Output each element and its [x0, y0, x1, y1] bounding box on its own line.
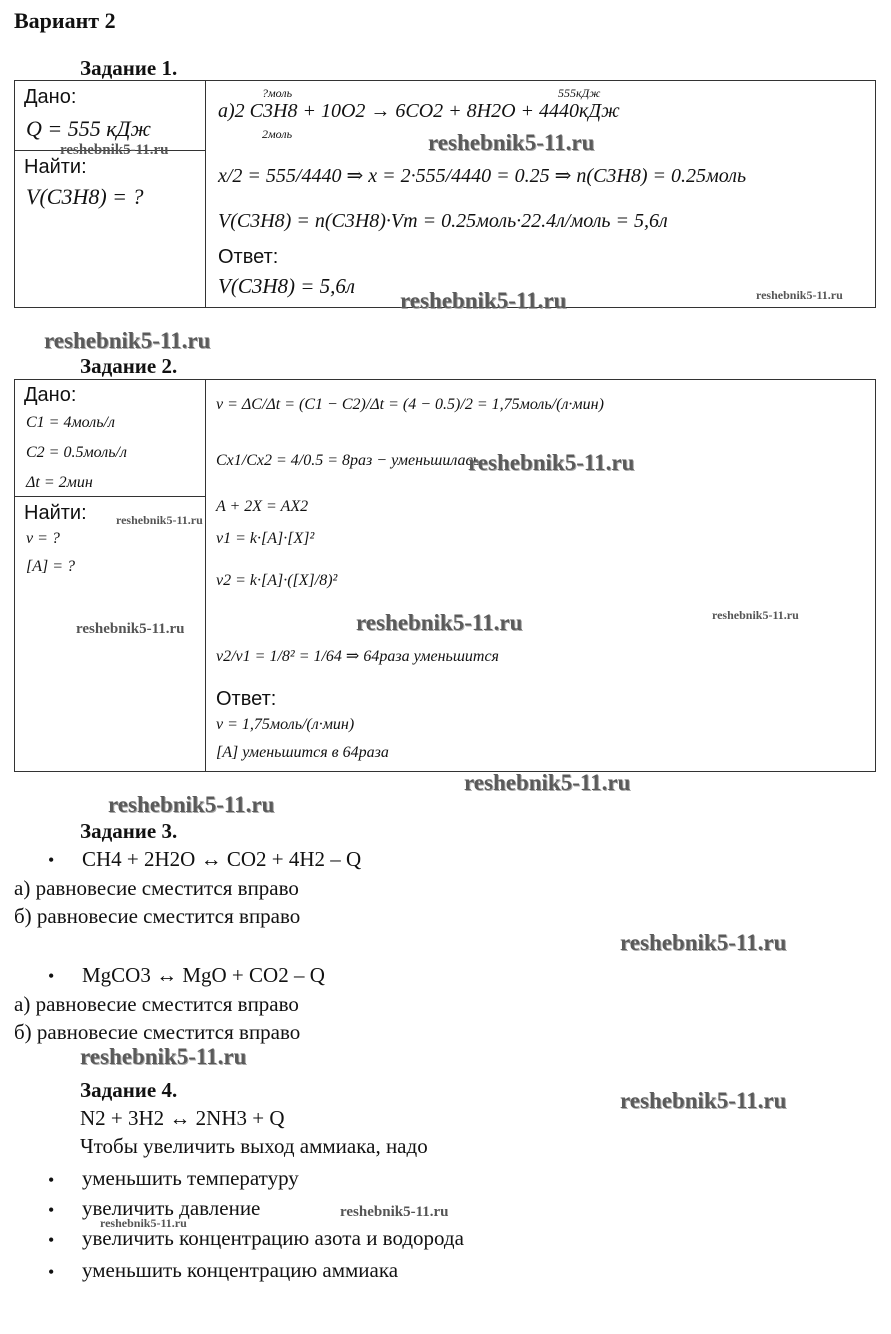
task1-heading: Задание 1.: [80, 56, 178, 80]
task3-heading: Задание 3.: [80, 819, 178, 843]
watermark: reshebnik5-11.ru: [712, 608, 799, 622]
task1-given-q-text: Q = 555 кДж: [26, 116, 151, 141]
watermark: reshebnik5-11.ru: [756, 288, 843, 302]
task2-line6: v2/v1 = 1/8² = 1/64 ⇒ 64раза уменьшится: [216, 648, 499, 665]
task4-item-4: уменьшить концентрацию аммиака: [82, 1258, 399, 1282]
task2-divider: [205, 379, 206, 772]
task2-find-v: v = ?: [26, 530, 60, 547]
task2-find-label: Найти:: [24, 502, 87, 524]
bullet-icon: •: [48, 966, 55, 986]
task4-item-1: уменьшить температуру: [82, 1166, 299, 1190]
task2-line3: A + 2X = AX2: [216, 498, 309, 515]
task1-ann-bottom-left: 2моль: [262, 127, 293, 141]
task2-given-c2: C2 = 0.5моль/л: [26, 444, 127, 461]
watermark: reshebnik5-11.ru: [76, 621, 185, 637]
task2-line2: Cx1/Cx2 = 4/0.5 = 8раз − уменьшилась: [216, 452, 480, 469]
task2-given-c1: C1 = 4моль/л: [26, 414, 115, 431]
watermark: reshebnik5-11.ru: [60, 142, 169, 158]
task4-heading: Задание 4.: [80, 1078, 178, 1102]
task4-eq: N2 + 3H2 ↔ 2NH3 + Q: [80, 1106, 285, 1130]
bullet-icon: •: [48, 1200, 55, 1220]
task1-equation: а)2 C3H8 + 10O2 → 6CO2 + 8H2O + 4440кДж: [218, 100, 620, 122]
task1-proportion: x/2 = 555/4440 ⇒ x = 2·555/4440 = 0.25 ⇒ n(C3H8) = 0.25моль: [218, 165, 747, 187]
watermark: reshebnik5-11.ru: [356, 610, 523, 635]
task3-a1: а) равновесие сместится вправо: [14, 876, 299, 900]
watermark: reshebnik5-11.ru: [428, 130, 595, 155]
task3-b1: б) равновесие сместится вправо: [14, 904, 301, 928]
bullet-icon: •: [48, 1170, 55, 1190]
watermark: reshebnik5-11.ru: [116, 513, 203, 527]
task1-answer: V(C3H8) = 5,6л: [218, 274, 356, 298]
task1-find-label: Найти:: [24, 156, 87, 178]
task2-line1: v = ΔC/Δt = (C1 − C2)/Δt = (4 − 0.5)/2 = 1,75моль/(л·мин): [216, 396, 604, 413]
task2-given-divider: [14, 496, 205, 497]
task2-answer1: v = 1,75моль/(л·мин): [216, 716, 355, 733]
bullet-icon: •: [48, 1262, 55, 1282]
watermark: reshebnik5-11.ru: [44, 328, 211, 353]
task3-a2: а) равновесие сместится вправо: [14, 992, 299, 1016]
task1-ann-top-left: ?моль: [262, 86, 293, 100]
task2-line5: v2 = k·[A]·([X]/8)²: [216, 572, 338, 589]
watermark: reshebnik5-11.ru: [468, 450, 635, 475]
task4-intro: Чтобы увеличить выход аммиака, надо: [80, 1134, 428, 1158]
bullet-icon: •: [48, 850, 55, 870]
watermark: reshebnik5-11.ru: [80, 1044, 247, 1069]
watermark: reshebnik5-11.ru: [464, 770, 631, 795]
task1-given-q: [26, 116, 151, 142]
watermark: reshebnik5-11.ru: [620, 930, 787, 955]
task2-table: [14, 379, 876, 772]
task2-find-a: [A] = ?: [26, 558, 76, 575]
page-title: Вариант 2: [14, 8, 116, 33]
task2-heading: Задание 2.: [80, 354, 178, 378]
task1-volume: V(C3H8) = n(C3H8)·Vm = 0.25моль·22.4л/моль = 5,6л: [218, 210, 668, 232]
watermark: reshebnik5-11.ru: [400, 288, 567, 313]
bullet-icon: •: [48, 1230, 55, 1250]
task1-divider: [205, 80, 206, 308]
task3-eq1: CH4 + 2H2O ↔ CO2 + 4H2 – Q: [82, 847, 362, 871]
task1-given-label: Дано:: [24, 86, 77, 108]
task4-item-3: увеличить концентрацию азота и водорода: [82, 1226, 464, 1250]
task2-given-dt: Δt = 2мин: [26, 474, 93, 491]
watermark: reshebnik5-11.ru: [340, 1204, 449, 1220]
watermark: reshebnik5-11.ru: [108, 792, 275, 817]
task3-b2: б) равновесие сместится вправо: [14, 1020, 301, 1044]
task3-eq2: MgCO3 ↔ MgO + CO2 – Q: [82, 963, 325, 987]
task2-answer-label: Ответ:: [216, 688, 277, 710]
task2-answer2: [A] уменьшится в 64раза: [216, 744, 389, 761]
task2-line4: v1 = k·[A]·[X]²: [216, 530, 315, 547]
task1-find-v: V(C3H8) = ?: [26, 184, 144, 209]
task1-answer-label: Ответ:: [218, 246, 279, 268]
task4-item-2: увеличить давление: [82, 1196, 261, 1220]
watermark: reshebnik5-11.ru: [620, 1088, 787, 1113]
task2-given-label: Дано:: [24, 384, 77, 406]
watermark: reshebnik5-11.ru: [100, 1216, 187, 1230]
task1-ann-top-right: 555кДж: [558, 86, 601, 100]
